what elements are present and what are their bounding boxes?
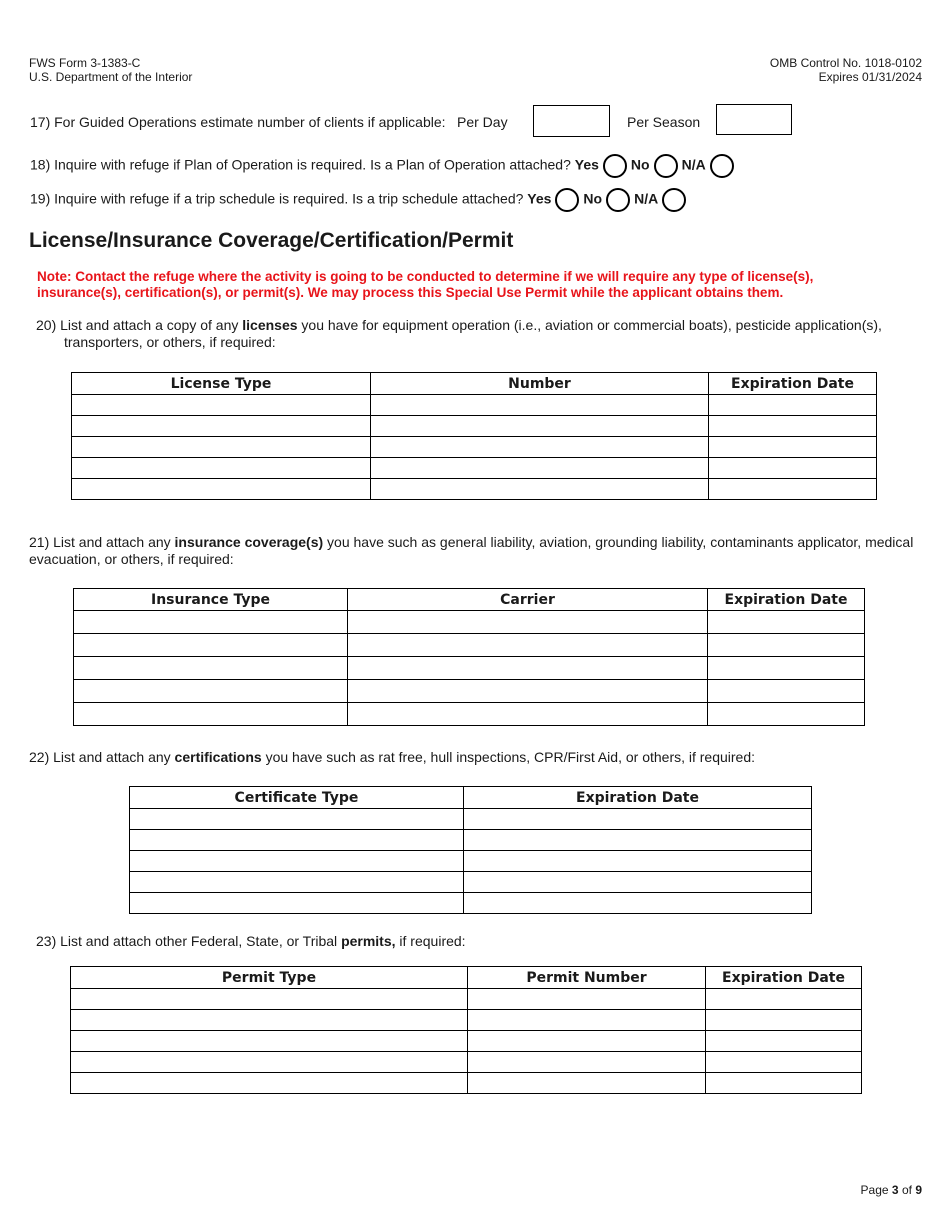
certificate-expiration-cell[interactable] [464,809,812,830]
per-season-label: Per Season [627,114,701,130]
license-number-cell[interactable] [371,437,709,458]
column-header: Insurance Type [74,589,348,611]
table-row [74,680,865,703]
table-row [72,416,877,437]
table-row [74,703,865,726]
carrier-cell[interactable] [348,611,708,634]
table-row [71,1010,862,1031]
form-id-block [29,56,192,84]
permit-type-cell[interactable] [71,1031,468,1052]
permit-type-cell[interactable] [71,1010,468,1031]
certificate-type-cell[interactable] [130,872,464,893]
insurance-type-cell[interactable] [74,634,348,657]
table-row [71,989,862,1010]
table-row [74,657,865,680]
license-expiration-cell[interactable] [709,479,877,500]
table-row [72,479,877,500]
license-number-cell[interactable] [371,458,709,479]
page-number: Page 3 of 9 [860,1183,922,1197]
table-header-row [130,787,812,809]
form-number: FWS Form 3-1383-C [29,56,141,70]
q18-yes-radio[interactable] [603,154,627,178]
table-header-row [74,589,865,611]
q18-no-radio[interactable] [654,154,678,178]
q17-text: 17) For Guided Operations estimate number of clients if applicable: [30,114,446,130]
license-number-cell[interactable] [371,479,709,500]
column-header: Number [371,373,709,395]
table-row [130,851,812,872]
license-number-cell[interactable] [371,416,709,437]
license-type-cell[interactable] [72,416,371,437]
carrier-cell[interactable] [348,703,708,726]
per-season-input[interactable] [716,104,792,135]
carrier-cell[interactable] [348,657,708,680]
permit-expiration-cell[interactable] [706,989,862,1010]
omb-control-number: OMB Control No. 1018-0102 [769,56,922,70]
q18-no-label: No [630,156,650,173]
column-header: Expiration Date [464,787,812,809]
license-expiration-cell[interactable] [709,395,877,416]
q19-yes-radio[interactable] [555,188,579,212]
permit-expiration-cell[interactable] [706,1010,862,1031]
q18-yes-label: Yes [574,156,599,173]
certificate-type-cell[interactable] [130,893,464,914]
insurance-type-cell[interactable] [74,611,348,634]
table-row [130,809,812,830]
q18-na-radio[interactable] [710,154,734,178]
q19-row [30,188,690,212]
q20-text: 20) List and attach a copy of any licenses you have for equipment operation (i.e., aviation or commercial boats), pesticide application(s), transporters, or others, if required: [36,317,882,350]
q18-text: 18) Inquire with refuge if Plan of Operation is required. Is a Plan of Operation attached? [30,156,571,173]
license-type-cell[interactable] [72,437,371,458]
certificate-type-cell[interactable] [130,851,464,872]
omb-block [770,56,922,84]
q19-no-label: No [583,190,603,207]
column-header: Certificate Type [130,787,464,809]
carrier-cell[interactable] [348,634,708,657]
table-row [74,634,865,657]
column-header: Carrier [348,589,708,611]
permits-table [70,966,862,1094]
certifications-table [129,786,812,914]
certificate-expiration-cell[interactable] [464,851,812,872]
table-row [71,1031,862,1052]
column-header: License Type [72,373,371,395]
q19-text: 19) Inquire with refuge if a trip schedule is required. Is a trip schedule attached? [30,190,524,207]
permit-expiration-cell[interactable] [706,1073,862,1094]
table-row [71,1052,862,1073]
license-number-cell[interactable] [371,395,709,416]
certificate-type-cell[interactable] [130,809,464,830]
permit-number-cell[interactable] [468,989,706,1010]
permit-number-cell[interactable] [468,1031,706,1052]
table-header-row [72,373,877,395]
certificate-type-cell[interactable] [130,830,464,851]
q19-yes-label: Yes [527,190,552,207]
q19-na-radio[interactable] [662,188,686,212]
permit-type-cell[interactable] [71,989,468,1010]
license-expiration-cell[interactable] [709,458,877,479]
q19-no-radio[interactable] [606,188,630,212]
license-type-cell[interactable] [72,458,371,479]
insurance-expiration-cell[interactable] [708,703,865,726]
certificate-expiration-cell[interactable] [464,872,812,893]
insurance-table [73,588,865,726]
column-header: Expiration Date [708,589,865,611]
column-header: Permit Number [468,967,706,989]
table-row [74,611,865,634]
permit-number-cell[interactable] [468,1010,706,1031]
certificate-expiration-cell[interactable] [464,830,812,851]
insurance-type-cell[interactable] [74,703,348,726]
permit-type-cell[interactable] [71,1052,468,1073]
table-row [130,830,812,851]
permit-number-cell[interactable] [468,1052,706,1073]
license-expiration-cell[interactable] [709,416,877,437]
expiration-notice: Expires 01/31/2024 [818,70,922,84]
table-row [130,872,812,893]
insurance-type-cell[interactable] [74,657,348,680]
permit-expiration-cell[interactable] [706,1031,862,1052]
q23-text: 23) List and attach other Federal, State, or Tribal permits, if required: [36,933,466,949]
permit-type-cell[interactable] [71,1073,468,1094]
q22-text: 22) List and attach any certifications you have such as rat free, hull inspections, CPR/First Aid, or others, if required: [29,749,756,765]
table-row [71,1073,862,1094]
table-row [72,395,877,416]
table-row [72,437,877,458]
per-day-input[interactable] [533,105,610,137]
q18-na-label: N/A [681,156,706,173]
insurance-type-cell[interactable] [74,680,348,703]
permit-number-cell[interactable] [468,1073,706,1094]
insurance-expiration-cell[interactable] [708,611,865,634]
note-text: Note: Contact the refuge where the activity is going to be conducted to determine if we will require any type of license(s), insurance(s), certification(s), or permit(s). We may process this Special Use Permit while the applicant obtains them. [37,269,814,300]
q19-na-label: N/A [634,190,659,207]
table-header-row [71,967,862,989]
license-type-cell[interactable] [72,395,371,416]
section-title: License/Insurance Coverage/Certification/Permit [29,229,514,252]
department-name: U.S. Department of the Interior [29,70,193,84]
insurance-expiration-cell[interactable] [708,657,865,680]
column-header: Permit Type [71,967,468,989]
column-header: Expiration Date [706,967,862,989]
license-expiration-cell[interactable] [709,437,877,458]
insurance-expiration-cell[interactable] [708,680,865,703]
licenses-table [71,372,877,500]
certificate-expiration-cell[interactable] [464,893,812,914]
q21-text: 21) List and attach any insurance coverage(s) you have such as general liability, aviation, grounding liability, contaminants applicator, medical evacuation, or others, if required: [29,534,914,567]
insurance-expiration-cell[interactable] [708,634,865,657]
carrier-cell[interactable] [348,680,708,703]
q18-row [30,154,738,178]
table-row [72,458,877,479]
per-day-label: Per Day [457,114,508,130]
column-header: Expiration Date [709,373,877,395]
permit-expiration-cell[interactable] [706,1052,862,1073]
license-type-cell[interactable] [72,479,371,500]
table-row [130,893,812,914]
